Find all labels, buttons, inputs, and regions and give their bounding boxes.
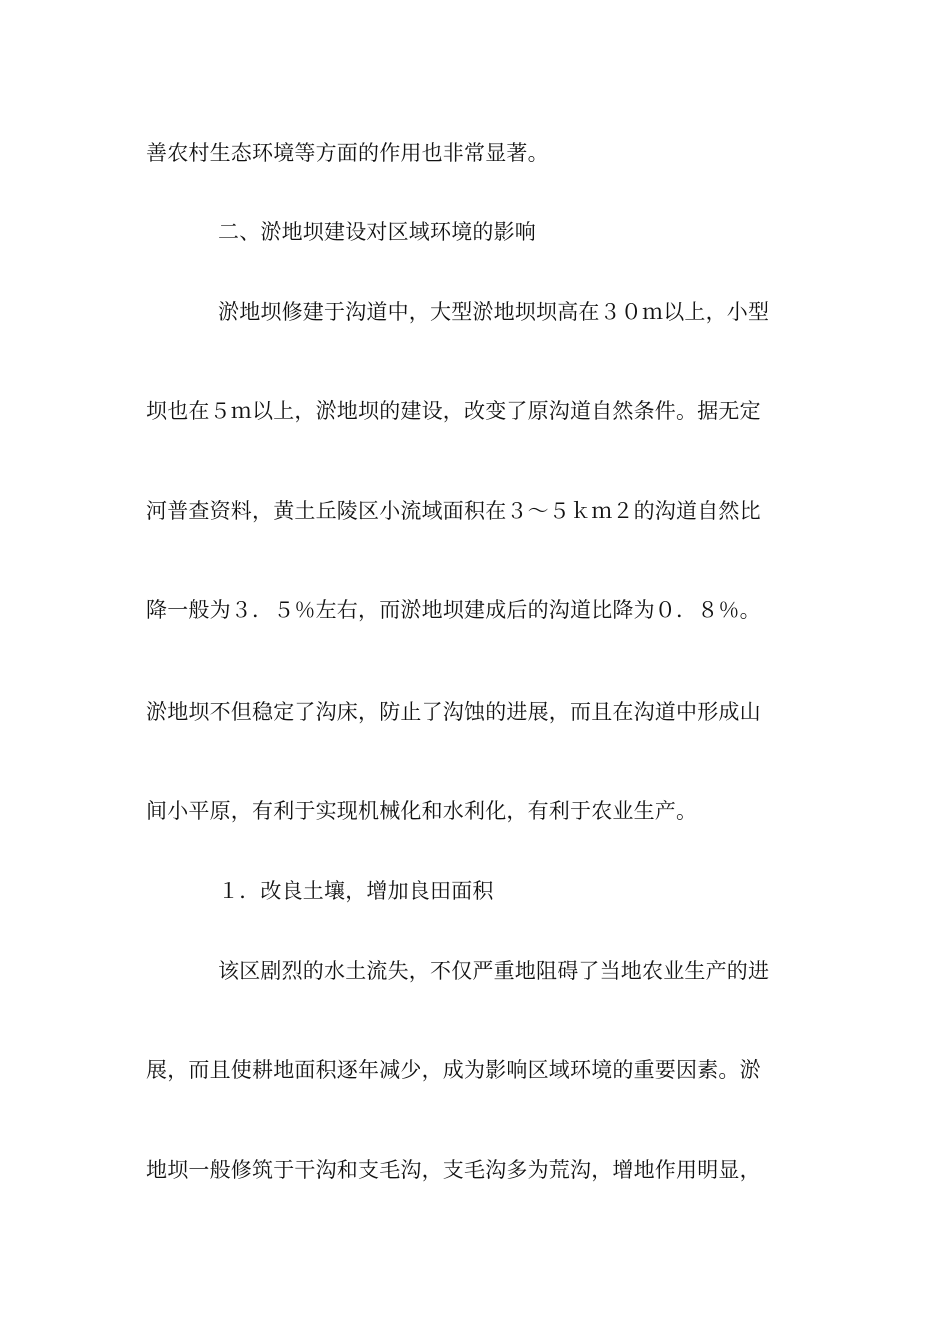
paragraph-line: 展，而且使耕地面积逐年减少，成为影响区域环境的重要因素。淤	[146, 1058, 761, 1082]
subsection-heading: １．改良土壤，增加良田面积	[218, 879, 494, 903]
paragraph-line: 坝也在５ｍ以上，淤地坝的建设，改变了原沟道自然条件。据无定	[146, 399, 761, 423]
paragraph-line: 淤地坝修建于沟道中，大型淤地坝坝高在３０ｍ以上，小型	[218, 300, 770, 324]
paragraph-line: 降一般为３．５％左右，而淤地坝建成后的沟道比降为０．８％。	[146, 598, 761, 622]
paragraph-line: 间小平原，有利于实现机械化和水利化，有利于农业生产。	[146, 799, 698, 823]
paragraph-line: 地坝一般修筑于干沟和支毛沟，支毛沟多为荒沟，增地作用明显，	[146, 1158, 761, 1182]
section-heading: 二、淤地坝建设对区域环境的影响	[218, 220, 536, 244]
paragraph-line: 淤地坝不但稳定了沟床，防止了沟蚀的进展，而且在沟道中形成山	[146, 700, 761, 724]
paragraph-line: 该区剧烈的水土流失，不仅严重地阻碍了当地农业生产的进	[218, 959, 770, 983]
paragraph-line: 善农村生态环境等方面的作用也非常显著。	[146, 141, 549, 165]
paragraph-line: 河普查资料，黄土丘陵区小流域面积在３～５ｋｍ２的沟道自然比	[146, 499, 761, 523]
